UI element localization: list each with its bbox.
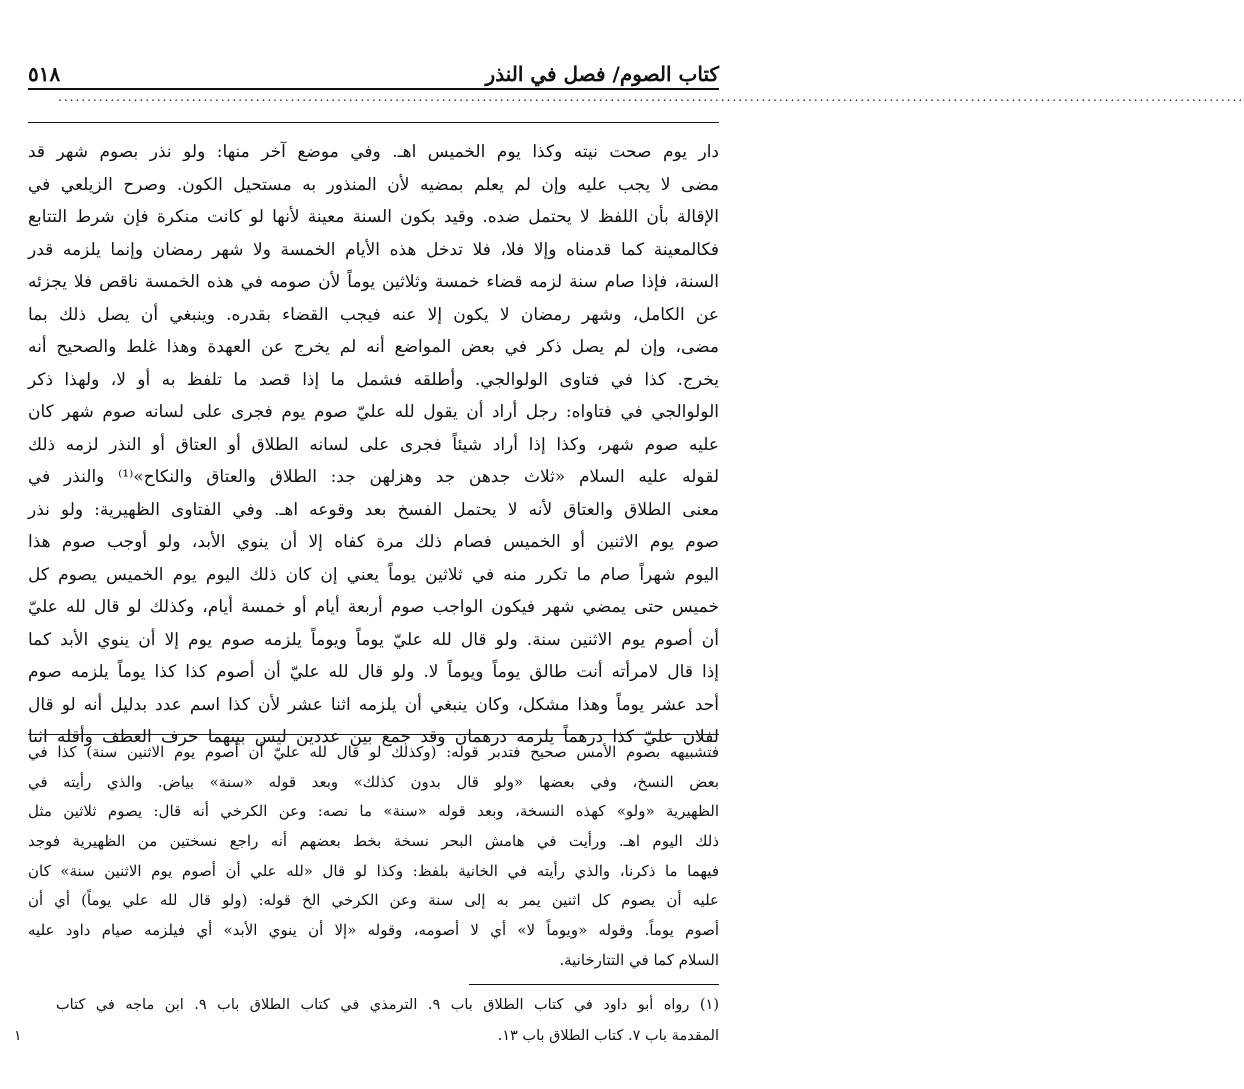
commentary-notes	[28, 738, 719, 976]
main-line: دار يوم صحت نيته وكذا يوم الخميس اهـ. وفي موضع آخر منها: ولو نذر بصوم شهر قد	[28, 142, 719, 162]
margin-mark: ١	[14, 1028, 22, 1044]
footnote-line: المقدمة باب ٧. كتاب الطلاق باب ١٣.	[497, 1028, 719, 1044]
page-number: ٥١٨	[28, 62, 61, 86]
main-text	[28, 136, 720, 747]
dotted-separator: ............................................................................................................................................................................................................	[58, 90, 1244, 104]
footnote-line: (١) رواه أبو داود في كتاب الطلاق باب ٩. الترمذي في كتاب الطلاق باب ٩. ابن ماجه في كتاب	[56, 997, 720, 1013]
main-line: أحد عشر يوماً وهذا مشكل، وكان ينبغي أن يلزمه اثنا عشر لأن كذا اسم عدد بدليل أنه لو قال	[28, 694, 719, 715]
note-line: بعض النسخ، وفي بعضها «ولو قال بدون كذلك» وبعد قوله «سنة» بياض. والذي رأيته في	[28, 772, 719, 791]
main-line: السنة، فإذا صام سنة لزمه قضاء خمسة وثلاثين يوماً لأن صومه في هذه الخمسة ناقص فلا يجزئه	[28, 272, 719, 292]
main-line: عن الكامل، وشهر رمضان لا يكون إلا عنه فيجب القضاء بقدره. وينبغي أن يصل ذلك بما	[28, 304, 719, 325]
main-line: لقوله عليه السلام «ثلاث جدهن جد وهزلهن جد: الطلاق والعتاق والنكاح»⁽¹⁾ والنذر في	[28, 467, 719, 487]
note-line: فيهما ما ذكرنا، والذي رأيته في الخانية بلفظ: وكذا لو قال «لله علي أن أصوم يوم الاثنين سنة» كان	[28, 861, 719, 880]
running-title: كتاب الصوم/ فصل في النذر	[485, 62, 719, 86]
main-line: الإقالة بأن اللفظ لا يحتمل ضده. وقيد بكون السنة معينة لأنها لو كانت منكرة فإن شرط التتابع	[28, 207, 719, 227]
main-line: إذا قال لامرأته أنت طالق يوماً ويوماً لا. ولو قال لله عليّ أن أصوم كذا كذا يوماً يلزمه صوم	[28, 662, 719, 682]
main-line: خميس حتى يمضي شهر فيكون الواجب صوم أربعة أيام أو خمسة أيام، وكذلك لو قال لله عليّ	[28, 597, 719, 617]
main-line: فكالمعينة كما قدمناه وإلا فلا، فلا تدخل هذه الأيام الخمسة ولا شهر رمضان وإنما يلزمه قدر	[28, 239, 719, 260]
main-line: معنى الطلاق والعتاق لأنه لا يحتمل الفسخ بعد وقوعه اهـ. وفي الفتاوى الظهيرية: ولو نذر	[28, 499, 719, 520]
main-line: مضى، وإن لم يصل ذكر في بعض المواضع أنه لم يخرج عن العهدة وهذا غلط والصحيح أنه	[28, 337, 719, 357]
note-line: ذلك اليوم اهـ. ورأيت في هامش البحر نسخة بخط بعضهم أنه راجع نسختين من الظهيرية فوجد	[28, 832, 719, 851]
footnote-rule	[469, 984, 719, 985]
notes-rule	[28, 734, 719, 735]
note-line: فتشبيهه بصوم الأمس صحيح فتدبر قوله: (وكذلك لو قال لله عليّ أن أصوم يوم الاثنين سنة) كذا في	[28, 743, 719, 761]
main-line: لفلان عليّ كذا درهماً يلزمه درهمان وقد جمع بين عددين ليس بينهما حرف العطف وأقله اثنا	[28, 727, 719, 747]
note-line: أصوم يوماً. وقوله «ويوماً لا» أي لا أصومه، وقوله «إلا أن ينوي الأبد» أي فيلزمه صيام داود عليه	[28, 921, 719, 940]
main-line: عليه صوم شهر، وكذا إذا أراد شيئاً فجرى على لسانه الطلاق أو العتاق أو النذر لزمه ذلك	[28, 434, 719, 455]
main-line: اليوم شهراً صام ما تكرر منه في ثلاثين يوماً يعني إن كان ذلك اليوم يوم الخميس يصوم كل	[28, 564, 719, 585]
note-line: السلام كما في التتارخانية.	[559, 950, 719, 969]
note-line: عليه أن يصوم كل اثنين يمر به إلى سنة وعن الكرخي الخ قوله: (ولو قال لله علي يوماً) أي أن	[28, 891, 719, 910]
main-line: الولوالجي في فتاواه: رجل أراد أن يقول لله عليّ صوم يوم فجرى على لسانه صوم شهر كان	[28, 402, 719, 422]
page-header	[28, 50, 719, 90]
main-line: مضى لا يجب عليه وإن لم يعلم بمضيه لأن المنذور به مستحيل الكون. وصرح الزيلعي في	[28, 174, 720, 195]
footnotes	[56, 990, 719, 1052]
main-line: صوم يوم الاثنين أو الخميس فصام ذلك مرة كفاه إلا أن ينوي الأبد، ولو أوجب صوم هذا	[28, 532, 719, 552]
main-line: أن أصوم يوم الاثنين سنة. ولو قال لله عليّ يوماً ويوماً يلزمه صوم يوم إلا أن ينوي الأبد كما	[28, 629, 719, 650]
note-line: الظهيرية «ولو» كهذه النسخة، وبعد قوله «سنة» ما نصه: وعن الكرخي أنه قال: يصوم ثلاثين مثل	[28, 802, 719, 821]
top-rule	[28, 122, 719, 123]
main-line: يخرج. كذا في فتاوى الولوالجي. وأطلقه فشمل ما إذا قصد ما تلفظ به أو لا، ولهذا ذكر	[28, 369, 719, 390]
